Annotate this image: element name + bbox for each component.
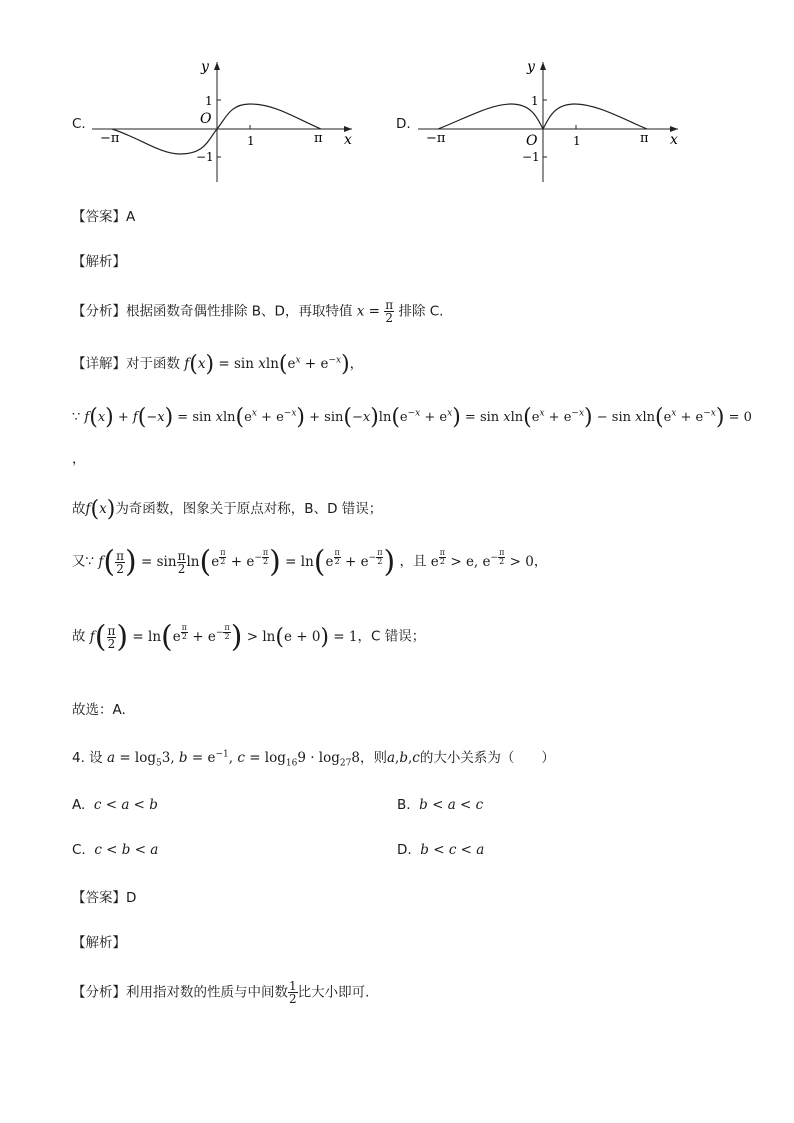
graph-c [90, 58, 360, 186]
q4-option-a[interactable]: A. c < a < b [72, 797, 158, 813]
graph-d-pi: π [640, 131, 649, 146]
fenxi-tag: 【分析】 [72, 984, 126, 1001]
q3-f-pi-over-2: 又∵ f( $\frac{\pi}{2}$ ) = sin $\frac{\pi}{2}$ ln(e $^{\frac{\pi}{2}}$ + $e^{- \frac{\pi}{2}}$ ) = ln(e $^{\frac{\pi}{2}}$ + $e^{- \frac{\pi}{2}}$ ) ，且 e $^{\frac{\pi}{2}}$ > e, $e^{- \frac{\pi}{2}}$ > 0， [72, 544, 548, 579]
graph-d-neg-one: −1 [522, 150, 540, 164]
q4-option-c[interactable]: C. c < b < a [72, 842, 159, 858]
graph-d-one-y: 1 [531, 94, 539, 108]
answer-value: A [126, 209, 136, 225]
one-half-frac: $\frac{1}{2}$ [289, 979, 297, 1006]
graph-c-pi: π [314, 131, 323, 146]
answer-value: D [126, 890, 137, 906]
answer-tag: 【答案】 [72, 890, 126, 906]
pi-over-2-frac: $\frac{\pi}{2}$ [385, 298, 394, 325]
graph-c-neg-pi: −π [100, 131, 120, 146]
fenxi-tag: 【分析】 [72, 303, 126, 320]
graph-c-label: C. [72, 116, 86, 132]
graph-d-y-label: y [527, 59, 535, 75]
q3-odd-conclusion: 故f(x)为奇函数，图象关于原点对称，B、D 错误； [72, 497, 383, 522]
q3-analysis-tag: 【解析】 [72, 254, 126, 270]
q3-c-wrong: 故 f( $\frac{\pi}{2}$ ) = ln(e $^{\frac{\pi}{2}}$ + $e^{- \frac{\pi}{2}}$ ) > ln(e + 0) = 1，C 错误； [72, 619, 426, 654]
q3-choose: 故选：A. [72, 702, 126, 718]
graph-d-x-label: x [670, 132, 678, 148]
graph-c-neg-one: −1 [196, 150, 214, 164]
q3-detail: 【详解】对于函数 $f(x) = \sin xln(e^x + e^{-x})$， [72, 352, 364, 377]
q4-question: 4. 设 $a = \log_53$, $b = e^{-1}$, $c = \log_{16}9 \cdot \log_{27}8$，则a,b,c的大小关系为（ ） [72, 749, 555, 769]
graph-c-origin: O [200, 111, 212, 127]
graph-c-one-x: 1 [247, 134, 255, 148]
detail-tag: 【详解】 [72, 356, 126, 372]
q4-answer [72, 886, 136, 906]
answer-tag: 【答案】 [72, 209, 126, 225]
q4-option-b[interactable]: B. b < a < c [397, 797, 484, 813]
q3-odd-proof: ∵ $f(x) + f(-x) = \sin xln(e^x + e^{-x}) + \sin(-x)\ln(e^{-x} + e^x) = \sin xln(e^x + e^{-x}) - \sin xln(e^x + e^{-x}) = 0$ [72, 405, 752, 430]
graph-c-x-label: x [344, 132, 352, 148]
q3-fenxi: 【分析】根据函数奇偶性排除 B、D，再取特值 x = $\frac{\pi}{2}$ 排除 C. [72, 298, 444, 325]
graph-d-label: D. [396, 116, 411, 132]
q4-fenxi: 【分析】利用指对数的性质与中间数 $\frac{1}{2}$ 比大小即可. [72, 979, 370, 1006]
graph-d-neg-pi: −π [426, 131, 446, 146]
q3-odd-proof-comma: ， [72, 451, 86, 467]
graph-c-one-y: 1 [205, 94, 213, 108]
graph-d [416, 58, 686, 186]
graph-c-y-label: y [201, 59, 209, 75]
q4-analysis-tag: 【解析】 [72, 935, 126, 951]
graph-d-one-x: 1 [573, 134, 581, 148]
q4-option-d[interactable]: D. b < c < a [397, 842, 485, 858]
graph-d-origin: O [526, 133, 538, 149]
q3-answer [72, 205, 135, 225]
